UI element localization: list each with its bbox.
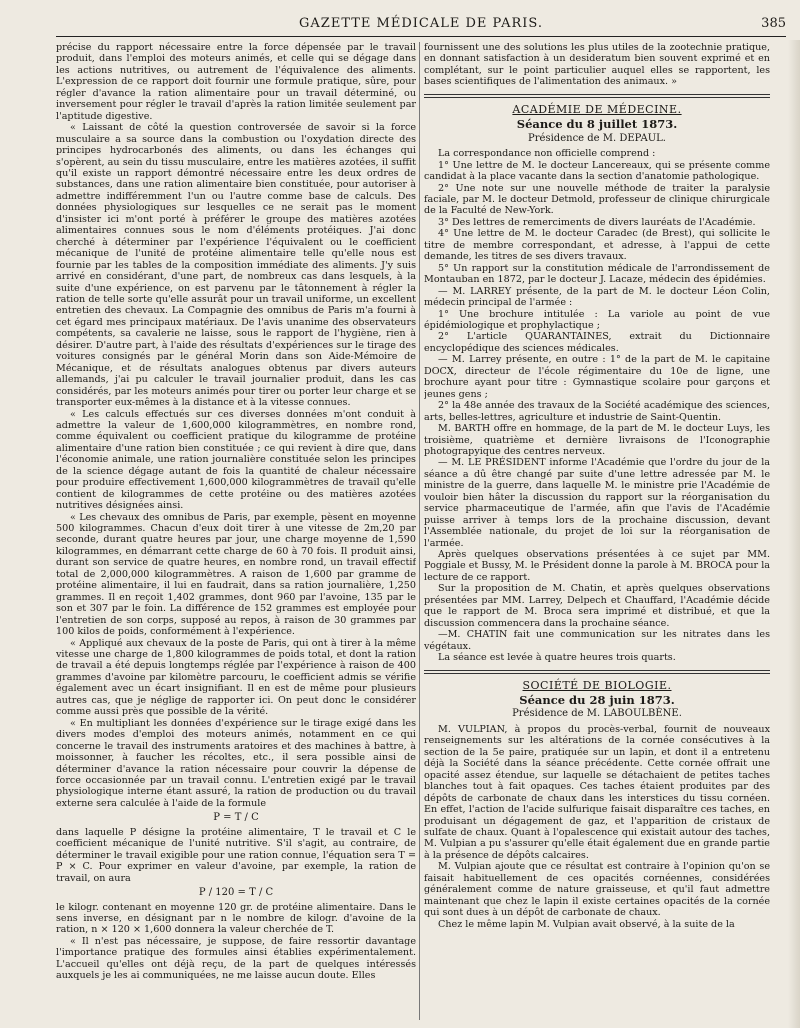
paragraph: 1° Une lettre de M. le docteur Lancereaux, qui se présente comme candidat à la place vacante dans la section d'anatomie pathologique.: [424, 159, 770, 183]
paragraph: « Laissant de côté la question controversée de savoir si la force musculaire a sa source dans la combustion ou l'oxydation directe des principes hydrocarbonés des aliments, ou dans les échanges qui s'opèrent, au sein du tissu musculaire, entre les matières azotées, il suffit qu'il existe un rapport démontré nécessaire entre les deux ordres de substances, dans une ration alimentaire bien constituée, pour autoriser à admettre indifféremment l'un ou l'autre comme base de calculs. Des données physiologiques sur lesquelles ce ne serait pas le moment d'insister ici m'ont porté à préférer le groupe des matières azotées alimentaires connues sous le nom d'éléments protéiques. J'ai donc cherché à déterminer par l'expérience l'équivalent ou le coefficient mécanique de l'unité de protéine alimentaire telle qu'elle nous est fournie par les tables de la composition immédiate des aliments. J'y suis arrivé en considérant, d'une part, de nombreux cas dans lesquels, à la suite d'une expérience, on est parvenu par le tâtonnement à régler la ration de telle sorte qu'elle assurât pour un travail uniforme, un excellent entretien des chevaux. La Compagnie des omnibus de Paris m'a fourni à cet égard mes principaux matériaux. De l'avis unanime des observateurs compétents, sa cavalerie ne laisse, sous le rapport de l'hygiène, rien à désirer. D'autre part, à l'aide des résultats d'expériences sur le tirage des voitures consignés par le général Morin dans son Aide-Mémoire de Mécanique, et de résultats analogues obtenus par divers auteurs allemands, j'ai pu calculer le travail journalier produit, dans les cas considérés, par les moteurs animés pour tirer ou porter leur charge et se transporter eux-mêmes à la distance et à la vitesse connues.: [56, 122, 416, 409]
paragraph: 2° Une note sur une nouvelle méthode de traiter la paralysie faciale, par M. le docteur Detmold, professeur de clinique chirurgicale de la Faculté de New-York.: [424, 182, 770, 217]
right-column: [424, 42, 770, 1020]
paragraph: Après quelques observations présentées à ce sujet par MM. Poggiale et Bussy, M. le Président donne la parole à M. BROCA pour la lecture de ce rapport.: [424, 549, 770, 583]
paragraph: précise du rapport nécessaire entre la force dépensée par le travail produit, dans l'emploi des moteurs animés, et celle qui se dégage dans les actions nutritives, ou autrement de l'équivalence des aliments. L'expression de ce rapport doit fournir une formule pratique, sûre, pour régler d'avance la ration alimentaire pour un travail déterminé, ou inversement pour régler le travail d'après la ration limitée seulement par l'aptitude digestive.: [56, 42, 416, 122]
seance-date: Séance du 8 juillet 1873.: [516, 117, 678, 132]
page-number: 385: [761, 16, 786, 31]
paragraph: M. BARTH offre en hommage, de la part de M. le docteur Luys, les troisième, quatrième et dernière livraisons de l'Iconographie photograpyique des centres nerveux.: [424, 423, 770, 457]
paragraph: — M. LARREY présente, de la part de M. le docteur Léon Colin, médecin principal de l'armée :: [424, 285, 770, 309]
section-rule: [424, 670, 770, 674]
paragraph: 4° Une lettre de M. le docteur Caradec (de Brest), qui sollicite le titre de membre correspondant, et adresse, à l'appui de cette demande, les titres de ses divers travaux.: [424, 228, 770, 263]
paragraph: 3° Des lettres de remerciments de divers lauréats de l'Académie.: [438, 216, 756, 228]
paragraph: « Les calculs effectués sur ces diverses données m'ont conduit à admettre la valeur de 1,600,000 kilogrammètres, en nombre rond, comme équivalent ou coefficient pratique du kilogramme de protéine alimentaire d'une ration bien constituée ; ce qui revient à dire que, dans l'économie animale, une ration journalière constituée selon les principes de la science dégage autant de fois la quantité de chaleur nécessaire pour produire effectivement 1,600,000 kilogrammètres de travail qu'elle contient de kilogrammes de cette protéine ou des matières azotées nutritives désignées ainsi.: [56, 408, 416, 512]
formula: P / 120 = T / C: [198, 887, 274, 899]
paragraph: 1° Une brochure intitulée : La variole au point de vue épidémiologique et prophylactique ;: [424, 308, 770, 331]
paragraph: — M. LE PRÉSIDENT informe l'Académie que l'ordre du jour de la séance a dû être changé par suite d'une lettre adressée par M. le ministre de la guerre, dans laquelle M. le ministre prie l'Académie de vouloir bien hâter la discussion du rapport sur la réorganisation du service pharmaceutique de l'armée, afin que l'avis de l'Académie puisse arriver à temps lors de la prochaine discussion, devant l'Assemblée nationale, du projet de loi sur la réorganisation de l'armée.: [424, 457, 770, 549]
paragraph: fournissent une des solutions les plus utiles de la zootechnie pratique, en donnant satisfaction à un desideratum bien souvent exprimé et en complétant, sur le point particulier auquel elles se rapportent, les bases scientifiques de l'alimentation des animaux. »: [424, 42, 770, 88]
paragraph: 5° Un rapport sur la constitution médicale de l'arrondissement de Montauban en 1872, par le docteur J. Lacaze, médecin des épidémies.: [424, 262, 770, 286]
paragraph: — M. Larrey présente, en outre : 1° de la part de M. le capitaine DOCX, directeur de l'école régimentaire du 10e de ligne, une brochure ayant pour titre : Gymnastique scolaire pour garçons et jeunes gens ;: [424, 354, 770, 400]
paragraph: « Il n'est pas nécessaire, je suppose, de faire ressortir davantage l'importance pratique des formules ainsi établies expérimentalement. L'accueil qu'elles ont déjà reçu, de la part de quelques intéressés auxquels je les ai communiquées, ne me laisse aucun doute. Elles: [56, 935, 416, 982]
section-title-biologie: SOCIÉTÉ DE BIOLOGIE.: [522, 678, 672, 692]
paragraph: M. Vulpian ajoute que ce résultat est contraire à l'opinion qu'on se faisait habituellement de ces opacités cornéennes, considérées généralement comme de nature graisseuse, et qu'il faut admettre maintenant que chez le lapin il existe certaines opacités de la cornée qui sont dues à un dépôt de carbonate de chaux.: [424, 861, 770, 919]
section-rule: [424, 94, 770, 98]
page-edge: [788, 40, 800, 1028]
paragraph: dans laquelle P désigne la protéine alimentaire, T le travail et C le coefficient mécanique de l'unité nutritive. S'il s'agit, au contraire, de déterminer le travail exigible pour une ration connue, l'équation sera T = P × C. Pour exprimer en valeur d'avoine, par exemple, la ration de travail, on aura: [56, 826, 416, 884]
paragraph: 2° la 48e année des travaux de la Société académique des sciences, arts, belles-lettres, agriculture et industrie de Saint-Quentin.: [424, 400, 770, 423]
paragraph: La séance est levée à quatre heures trois quarts.: [438, 652, 676, 664]
column-divider: [419, 42, 420, 1020]
paragraph: La correspondance non officielle comprend :: [438, 148, 656, 160]
section-title-academie: ACADÉMIE DE MÉDECINE.: [512, 102, 682, 116]
paragraph: 2° L'article QUARANTAINES, extrait du Dictionnaire encyclopédique des sciences médicales.: [424, 331, 770, 354]
paragraph: Chez le même lapin M. Vulpian avait observé, à la suite de la: [438, 918, 735, 930]
paragraph: « Les chevaux des omnibus de Paris, par exemple, pèsent en moyenne 500 kilogrammes. Chacun d'eux doit tirer à une vitesse de 2m,20 par seconde, durant quatre heures par jour, une charge moyenne de 1,590 kilogrammes, en démarrant cette charge de 60 à 70 fois. Il produit ainsi, durant son service de quatre heures, en nombre rond, un travail effectif total de 2,000,000 kilogrammètres. A raison de 1,600 par gramme de protéine alimentaire, il lui en faudrait, dans sa ration journalière, 1,250 grammes. Il en reçoit 1,402 grammes, dont 960 par l'avoine, 135 par le son et 307 par le foin. La différence de 152 grammes est employée pour l'entretien de son corps, supposé au repos, à raison de 30 grammes par 100 kilos de poids, conformément à l'expérience.: [56, 511, 416, 638]
paragraph: « Appliqué aux chevaux de la poste de Paris, qui ont à tirer à la même vitesse une charge de 1,800 kilogrammes de poids total, et dont la ration de travail a été depuis longtemps réglée par l'expérience à raison de 400 grammes d'avoine par kilomètre parcouru, le coefficient admis se vérifie également avec un écart insignifiant. Il en est de même pour plusieurs autres cas, que je néglige de rapporter ici. On peut donc le considérer comme aussi près que possible de la vérité.: [56, 637, 416, 718]
paragraph: M. VULPIAN, à propos du procès-verbal, fournit de nouveaux renseignements sur les altérations de la cornée consécutives à la section de la 5e paire, pratiquée sur un lapin, et dont il a entretenu déjà la Société dans la séance précédente. Cette cornée offrait une opacité assez étendue, sur laquelle se détachaient de petites taches blanches tout à fait opaques. Ces taches étaient produites par des dépôts de carbonate de chaux dans les interstices du tissu cornéen. En effet, l'action de l'acide sulfurique faisait disparaître ces taches, en produisant un dégagement de gaz, et l'apparition de cristaux de sulfate de chaux. Quant à l'opalescence qui existait autour des taches, M. Vulpian a pu s'assurer qu'elle était également due en grande partie à la présence de dépôts calcaires.: [424, 723, 770, 861]
presidence: Présidence de M. LABOULBÈNE.: [512, 708, 682, 720]
journal-title: GAZETTE MÉDICALE DE PARIS.: [299, 16, 543, 31]
paragraph: le kilogr. contenant en moyenne 120 gr. de protéine alimentaire. Dans le sens inverse, en désignant par n le nombre de kilogr. d'avoine de la ration, n × 120 × 1,600 donnera la valeur cherchée de T.: [56, 901, 416, 936]
presidence: Présidence de M. DEPAUL.: [528, 132, 666, 144]
page-header: [56, 14, 786, 37]
left-column: [56, 42, 416, 1020]
paragraph: « En multipliant les données d'expérience sur le tirage exigé dans les divers modes d'emploi des moteurs animés, notamment en ce qui concerne le travail des instruments aratoires et des machines à battre, à moissonner, à faucher les récoltes, etc., il sera possible ainsi de déterminer d'avance la ration nécessaire pour couvrir la dépense de force occasionnée par un travail connu. L'entretien exigé par le travail physiologique interne étant assuré, la ration de production ou du travail externe sera calculée à l'aide de la formule: [56, 717, 416, 809]
formula: P = T / C: [213, 812, 259, 824]
paragraph: Sur la proposition de M. Chatin, et après quelques observations présentées par MM. Larrey, Delpech et Chauffard, l'Académie décide que le rapport de M. Broca sera imprimé et distribué, et que la discussion commencera dans la prochaine séance.: [424, 583, 770, 629]
seance-date: Séance du 28 juin 1873.: [519, 693, 675, 708]
paragraph: —M. CHATIN fait une communication sur les nitrates dans les végétaux.: [424, 629, 770, 652]
